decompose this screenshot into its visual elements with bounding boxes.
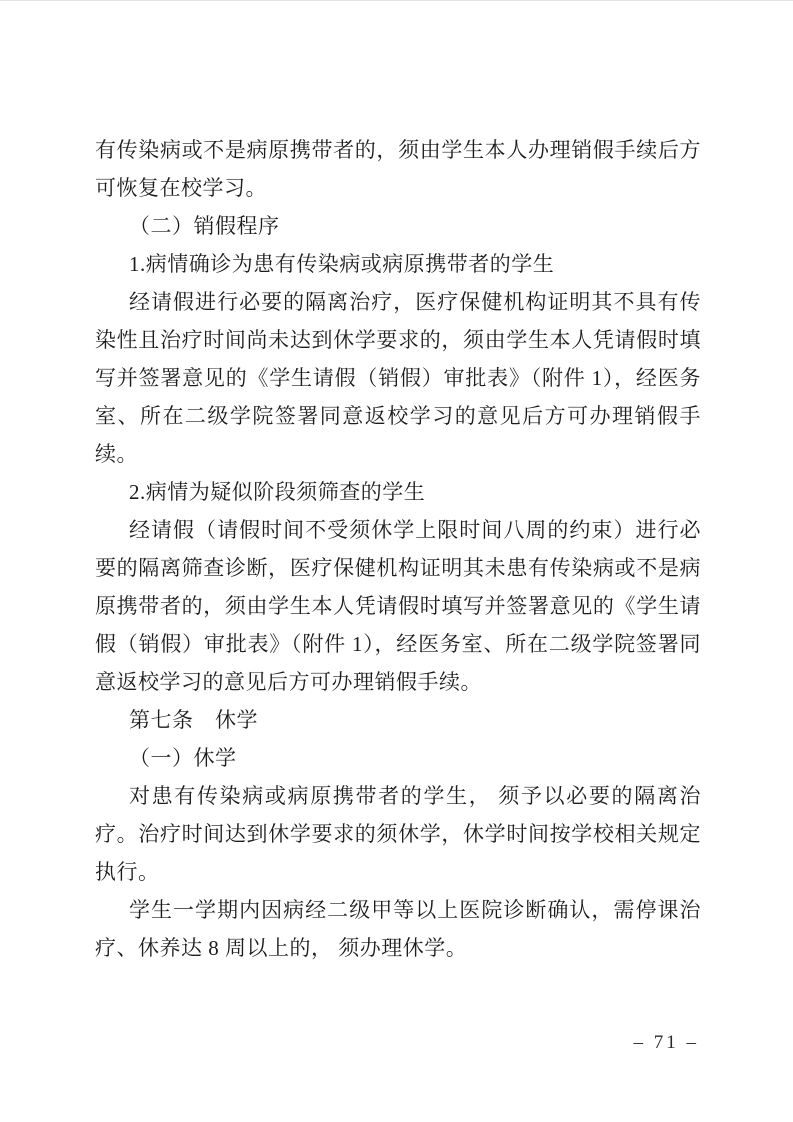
text-line: 原携带者的，须由学生本人凭请假时填写并签署意见的《学生请 [95,594,701,618]
text-line: 有传染病或不是病原携带者的，须由学生本人办理销假手续后方 [95,138,701,162]
text-line: 意返校学习的意见后方可办理销假手续。 [95,670,482,694]
text-line: 疗。治疗时间达到休学要求的须休学，休学时间按学校相关规定 [95,822,701,846]
list-item-heading: 1.病情确诊为患有传染病或病原携带者的学生 [129,252,555,276]
text-line: 室、所在二级学院签署同意返校学习的意见后方可办理销假手 [95,404,701,428]
text-line: 对患有传染病或病原携带者的学生， 须予以必要的隔离治 [129,784,701,808]
list-item-heading: 2.病情为疑似阶段须筛查的学生 [129,480,426,504]
text-line: 可恢复在校学习。 [95,176,267,200]
text-line: 假（销假）审批表》（附件 1），经医务室、所在二级学院签署同 [95,632,701,656]
subsection-heading: （二）销假程序 [129,214,280,238]
text-line: 染性且治疗时间尚未达到休学要求的，须由学生本人凭请假时填 [95,328,701,352]
section-heading: 第七条 休学 [129,708,258,732]
text-line: 执行。 [95,860,160,884]
text-line: 续。 [95,442,138,466]
document-body [95,131,701,967]
subsection-heading: （一）休学 [129,746,237,770]
text-line: 经请假（请假时间不受须休学上限时间八周的约束）进行必 [129,518,701,542]
text-line: 学生一学期内因病经二级甲等以上医院诊断确认，需停课治 [129,898,701,922]
text-line: 要的隔离筛查诊断，医疗保健机构证明其未患有传染病或不是病 [95,556,701,580]
page-number: – 71 – [633,1032,699,1053]
text-line: 经请假进行必要的隔离治疗，医疗保健机构证明其不具有传 [129,290,701,314]
text-line: 写并签署意见的《学生请假（销假）审批表》（附件 1），经医务 [95,366,701,390]
text-line: 疗、休养达 8 周以上的， 须办理休学。 [95,936,468,960]
